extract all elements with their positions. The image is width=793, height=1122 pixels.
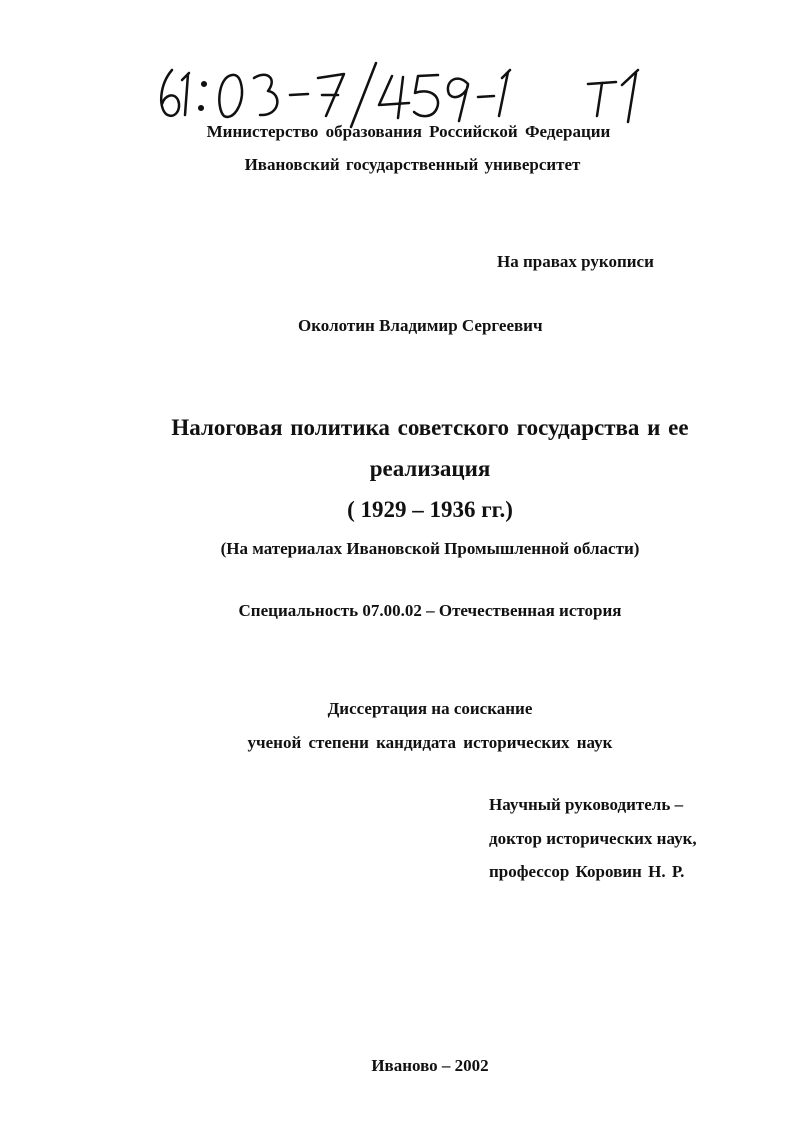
dissertation-subtitle: (На материалах Ивановской Промышленной области) (220, 539, 640, 558)
dissertation-title-years: ( 1929 – 1936 гг.) (347, 497, 513, 522)
supervisor-line-1: Научный руководитель – (489, 795, 684, 814)
city-and-year: Иваново – 2002 (371, 1056, 489, 1075)
specialty-line: Специальность 07.00.02 – Отечественная история (238, 601, 622, 620)
dissertation-purpose-line-2: ученой степени кандидата исторических наук (247, 733, 613, 752)
dissertation-title-line-1: Налоговая политика советского государства и ее (171, 415, 689, 440)
handwritten-archive-mark (150, 60, 670, 130)
dissertation-title-line-2: реализация (369, 456, 491, 481)
manuscript-rights-notice: На правах рукописи (497, 252, 654, 271)
supervisor-line-2: доктор исторических наук, (489, 829, 697, 848)
ministry-heading: Министерство образования Российской Федерации (206, 122, 611, 141)
university-heading: Ивановский государственный университет (244, 155, 581, 174)
author-name: Околотин Владимир Сергеевич (298, 316, 543, 335)
dissertation-purpose-line-1: Диссертация на соискание (327, 699, 533, 718)
supervisor-line-3: профессор Коровин Н. Р. (489, 862, 685, 881)
